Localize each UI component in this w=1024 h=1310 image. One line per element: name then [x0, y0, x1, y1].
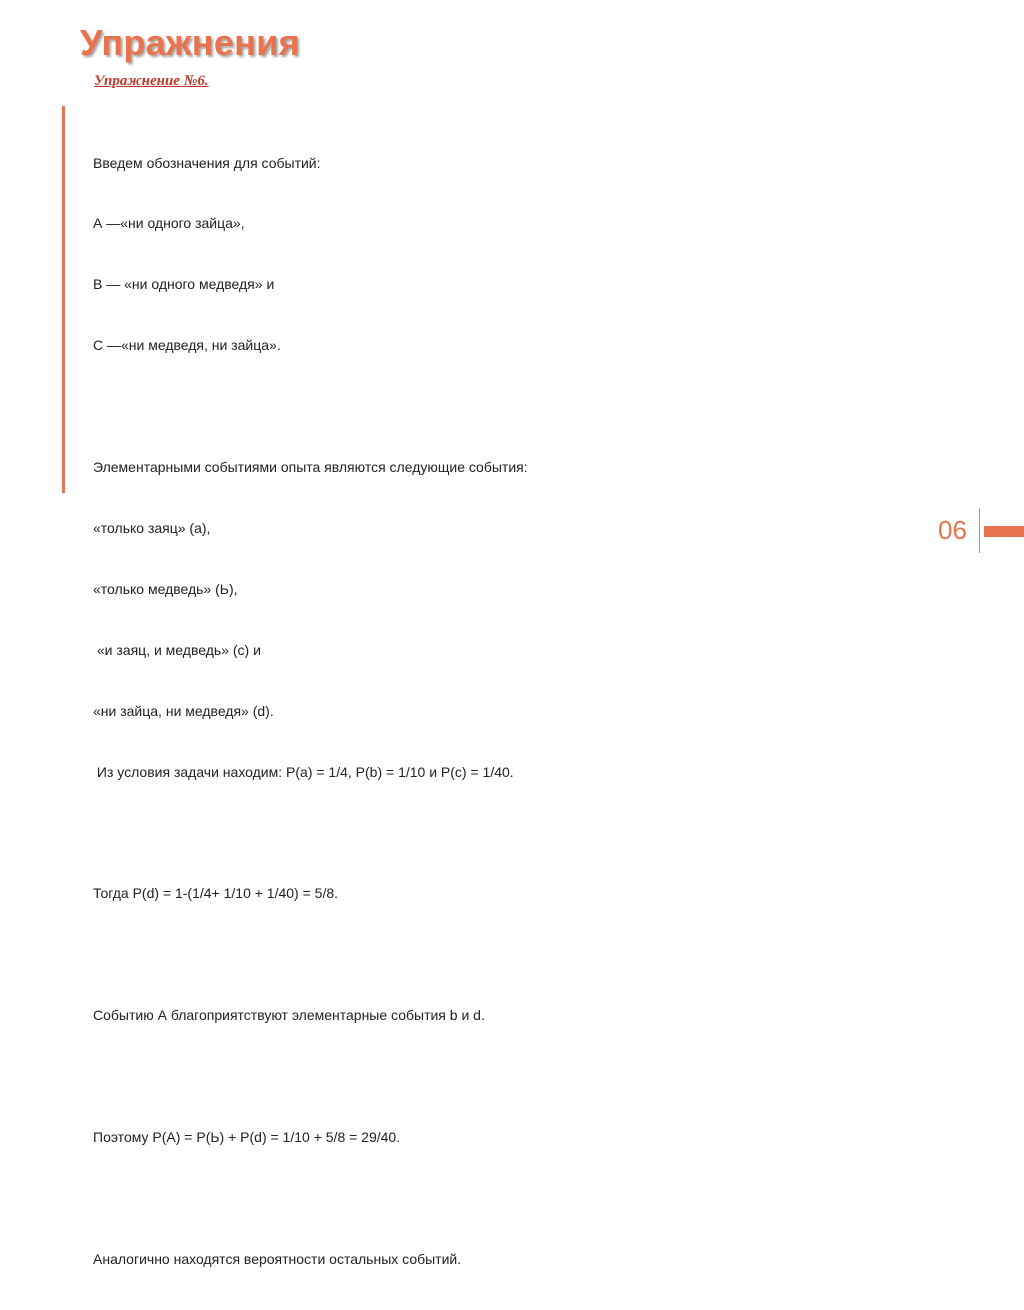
page-number: 06	[938, 515, 967, 545]
body-line: А —«ни одного зайца»,	[93, 215, 245, 232]
body-line: «только медведь» (Ь),	[93, 580, 238, 597]
body-line: «и заяц, и медведь» (с) и	[93, 641, 261, 658]
exercise-body	[93, 112, 528, 1310]
body-line	[93, 1188, 528, 1208]
body-line: Из условия задачи находим: Р(а) = 1/4, Р(b) = 1/10 и Р(с) = 1/40.	[93, 763, 514, 780]
body-line: С —«ни медведя, ни зайца».	[93, 337, 281, 354]
body-line: Тогда Р(d) = 1-(1/4+ 1/10 + 1/40) = 5/8.	[93, 885, 339, 902]
body-line: Введем обозначения для событий:	[93, 154, 321, 171]
page-divider	[979, 508, 980, 553]
body-line: Событию А благоприятствуют элементарные события b и d.	[93, 1007, 485, 1024]
body-line	[93, 944, 528, 964]
page-accent-bar	[984, 526, 1024, 537]
body-line: «только заяц» (а),	[93, 519, 211, 536]
exercise-subtitle: Упражнение №6.	[94, 73, 209, 89]
body-line: Аналогично находятся вероятности остальных событий.	[93, 1250, 462, 1267]
body-line: В — «ни одного медведя» и	[93, 276, 275, 293]
slide-title: Упражнения	[80, 22, 300, 63]
accent-divider	[62, 106, 65, 493]
body-line: «ни зайца, ни медведя» (d).	[93, 702, 274, 719]
body-line: Элементарными событиями опыта являются следующие события:	[93, 459, 528, 476]
body-line	[93, 1066, 528, 1086]
body-line: Поэтому Р(А) = Р(Ь) + Р(d) = 1/10 + 5/8 = 29/40.	[93, 1128, 401, 1145]
body-line	[93, 396, 528, 416]
body-line	[93, 822, 528, 842]
